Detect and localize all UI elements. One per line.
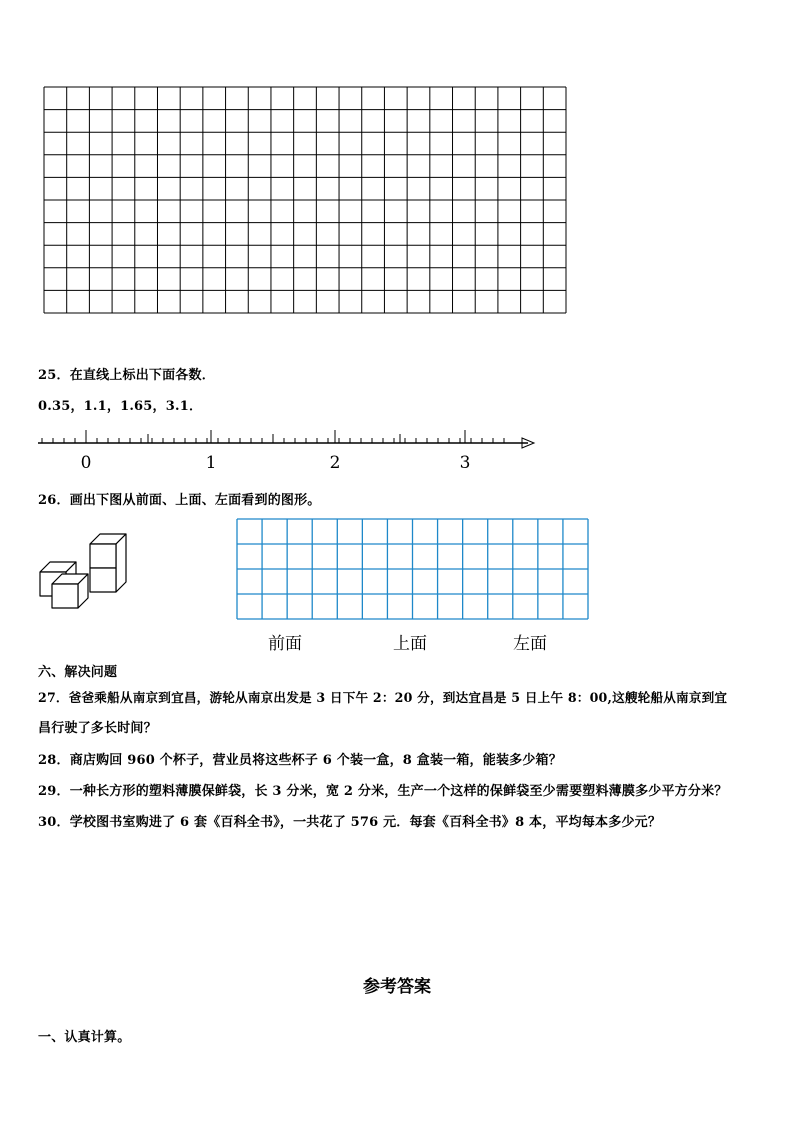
q27-line2: 昌行驶了多长时间？	[38, 721, 157, 736]
caption-top: 上面	[393, 634, 427, 654]
q26-text: 26．画出下图从前面、上面、左面看到的图形。	[38, 493, 321, 508]
answer-grid	[0, 0, 794, 330]
q29-text: 29．一种长方形的塑料薄膜保鲜袋，长 3 分米，宽 2 分米，生产一个这样的保鲜袋至少需要塑料薄膜多少平方分米？	[38, 784, 728, 799]
axis-label-2: 2	[329, 453, 341, 473]
axis-label-3: 3	[459, 453, 471, 473]
section6-heading: 六、解决问题	[38, 665, 118, 680]
q27-line1: 27．爸爸乘船从南京到宜昌，游轮从南京出发是 3 日下午 2：20 分，到达宜昌是 5 日上午 8：00,这艘轮船从南京到宜	[38, 690, 728, 705]
view-grid	[0, 510, 794, 625]
caption-front: 前面	[268, 634, 302, 654]
answers-title: 参考答案	[363, 977, 431, 997]
axis-label-0: 0	[80, 453, 92, 473]
number-line	[0, 420, 794, 480]
answers-section1: 一、认真计算。	[38, 1030, 131, 1045]
q28-text: 28．商店购回 960 个杯子，营业员将这些杯子 6 个装一盒，8 盒装一箱，能装多少箱？	[38, 753, 562, 768]
q25-numbers: 0.35，1.1，1.65，3.1．	[38, 399, 203, 414]
q30-text: 30．学校图书室购进了 6 套《百科全书》，一共花了 576 元．每套《百科全书》8 本，平均每本多少元？	[38, 815, 662, 830]
axis-label-1: 1	[205, 453, 217, 473]
caption-left: 左面	[513, 634, 547, 654]
q25-text: 25．在直线上标出下面各数．	[38, 368, 215, 383]
